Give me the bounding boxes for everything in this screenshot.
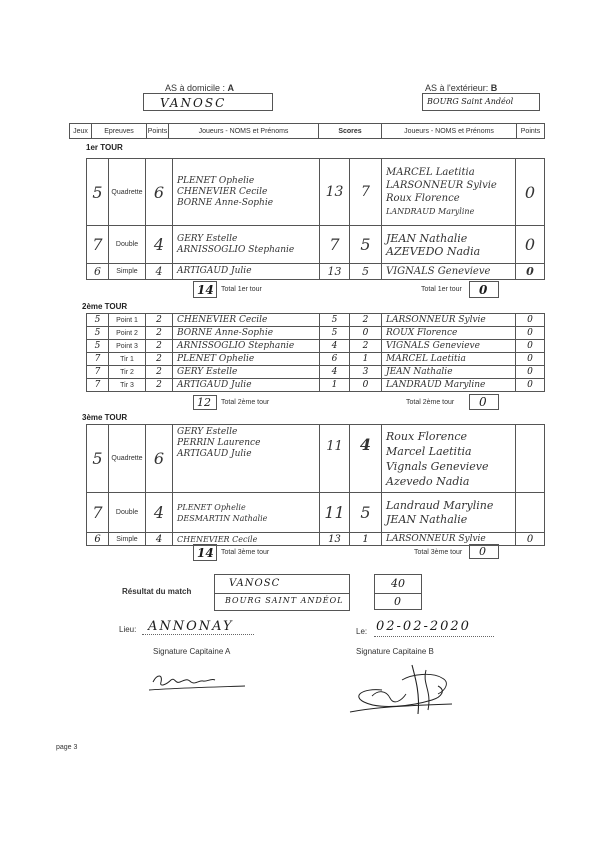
tour3-table bbox=[86, 424, 545, 546]
score-b-cell[interactable]: 5 bbox=[350, 493, 382, 533]
home-label: AS à domicile : A bbox=[165, 83, 235, 93]
lieu-value[interactable]: ANNONAY bbox=[148, 619, 234, 634]
epreuve-cell: Point 3 bbox=[109, 340, 146, 353]
players-b-cell[interactable]: VIGNALS Genevieve bbox=[382, 264, 516, 280]
points-a-cell[interactable]: 4 bbox=[146, 493, 173, 533]
score-b-cell[interactable]: 0 bbox=[350, 327, 382, 340]
players-b-cell[interactable]: Roux Florence Marcel Laetitia Vignals Genevieve Azevedo Nadia bbox=[382, 425, 516, 493]
score-b-cell[interactable]: 4 bbox=[350, 425, 382, 493]
result-scores-divider bbox=[375, 593, 421, 594]
score-b-cell[interactable]: 5 bbox=[350, 226, 382, 264]
points-b-cell[interactable]: 0 bbox=[516, 327, 545, 340]
tour2-total-b-box[interactable] bbox=[469, 394, 499, 410]
score-a-cell[interactable]: 4 bbox=[320, 340, 350, 353]
epreuve-cell: Quadrette bbox=[109, 159, 146, 226]
table-row bbox=[87, 340, 545, 353]
tour1-total-b-box[interactable] bbox=[469, 281, 499, 298]
tour1-total-b: 0 bbox=[479, 283, 488, 297]
points-a-cell[interactable]: 4 bbox=[146, 264, 173, 280]
players-a-cell[interactable]: GERY Estelle ARNISSOGLIO Stephanie bbox=[173, 226, 320, 264]
epreuve-cell: Tir 2 bbox=[109, 366, 146, 379]
points-b-cell[interactable]: 0 bbox=[516, 533, 545, 546]
score-a-cell[interactable]: 5 bbox=[320, 327, 350, 340]
points-b-cell[interactable]: 0 bbox=[516, 159, 545, 226]
tour1-total-a: 14 bbox=[197, 283, 214, 297]
points-b-cell[interactable]: 0 bbox=[516, 314, 545, 327]
points-a-cell[interactable]: 4 bbox=[146, 226, 173, 264]
result-teams-box[interactable] bbox=[214, 574, 350, 611]
score-b-cell[interactable]: 1 bbox=[350, 533, 382, 546]
jeux-cell[interactable]: 7 bbox=[87, 226, 109, 264]
result-team-a: VANOSC bbox=[229, 578, 281, 589]
col-joueurs-a: Joueurs - NOMS et Prénoms bbox=[169, 124, 319, 139]
table-row bbox=[87, 226, 545, 264]
tour2-total-a: 12 bbox=[197, 396, 211, 409]
epreuve-cell: Tir 3 bbox=[109, 379, 146, 392]
player-b-cell[interactable]: JEAN Nathalie bbox=[382, 366, 516, 379]
score-a-cell[interactable]: 11 bbox=[320, 493, 350, 533]
jeux-cell[interactable]: 6 bbox=[87, 533, 109, 546]
points-b-cell[interactable]: 0 bbox=[516, 366, 545, 379]
score-a-cell[interactable]: 4 bbox=[320, 366, 350, 379]
player-a-cell[interactable]: ARNISSOGLIO Stephanie bbox=[173, 340, 320, 353]
result-score-a: 40 bbox=[391, 577, 405, 590]
le-label: Le: bbox=[356, 627, 368, 636]
tour3-title: 3ème TOUR bbox=[82, 413, 128, 422]
score-a-cell[interactable]: 11 bbox=[320, 425, 350, 493]
players-b-cell[interactable]: Landraud Maryline JEAN Nathalie bbox=[382, 493, 516, 533]
tour3-total-b: 0 bbox=[479, 545, 486, 558]
table-row bbox=[87, 366, 545, 379]
player-b-cell[interactable]: MARCEL Laetitia bbox=[382, 353, 516, 366]
epreuve-cell: Double bbox=[109, 493, 146, 533]
tour1-total-b-label: Total 1er tour bbox=[421, 286, 462, 293]
away-team-name: BOURG Saint Andéol bbox=[427, 97, 514, 106]
points-a-cell[interactable]: 6 bbox=[146, 159, 173, 226]
col-jeux: Jeux bbox=[70, 124, 92, 139]
tour1-total-a-label: Total 1er tour bbox=[221, 286, 262, 293]
epreuve-cell: Tir 1 bbox=[109, 353, 146, 366]
away-label: AS à l'extérieur: B bbox=[425, 83, 498, 93]
result-team-b: BOURG SAINT ANDÉOL bbox=[225, 596, 344, 605]
points-a-cell[interactable]: 6 bbox=[146, 425, 173, 493]
tour2-total-a-box[interactable] bbox=[193, 395, 217, 410]
jeux-cell[interactable]: 7 bbox=[87, 366, 109, 379]
points-b-cell[interactable] bbox=[516, 493, 545, 533]
table-row bbox=[87, 327, 545, 340]
jeux-cell[interactable]: 7 bbox=[87, 353, 109, 366]
points-a-cell[interactable]: 2 bbox=[146, 314, 173, 327]
jeux-cell[interactable]: 7 bbox=[87, 493, 109, 533]
points-b-cell[interactable] bbox=[516, 425, 545, 493]
player-b-cell[interactable]: LANDRAUD Maryline bbox=[382, 379, 516, 392]
jeux-cell[interactable]: 5 bbox=[87, 425, 109, 493]
score-a-cell[interactable]: 1 bbox=[320, 379, 350, 392]
points-a-cell[interactable]: 2 bbox=[146, 353, 173, 366]
table-row bbox=[87, 425, 545, 493]
table-row bbox=[87, 379, 545, 392]
players-b-cell[interactable]: MARCEL Laetitia LARSONNEUR Sylvie Roux Florence LANDRAUD Maryline bbox=[382, 159, 516, 226]
points-b-cell[interactable]: 0 bbox=[516, 264, 545, 280]
player-a-cell[interactable]: CHENEVIER Cecile bbox=[173, 314, 320, 327]
signature-a-label: Signature Capitaine A bbox=[153, 647, 231, 656]
jeux-cell[interactable]: 5 bbox=[87, 314, 109, 327]
tour3-total-a-box[interactable] bbox=[193, 544, 217, 561]
score-a-cell[interactable]: 13 bbox=[320, 533, 350, 546]
column-header bbox=[69, 123, 545, 139]
col-epreuves: Epreuves bbox=[92, 124, 147, 139]
epreuve-cell: Point 1 bbox=[109, 314, 146, 327]
points-a-cell[interactable]: 2 bbox=[146, 366, 173, 379]
score-a-cell[interactable]: 5 bbox=[320, 314, 350, 327]
col-points-a: Points bbox=[147, 124, 169, 139]
tour1-table bbox=[86, 158, 545, 280]
table-row bbox=[87, 264, 545, 280]
players-a-cell[interactable]: ARTIGAUD Julie bbox=[173, 264, 320, 280]
tour3-total-b-box[interactable] bbox=[469, 544, 499, 559]
page-number: page 3 bbox=[56, 744, 78, 751]
result-score-b: 0 bbox=[394, 595, 401, 608]
players-a-cell[interactable]: GERY Estelle PERRIN Laurence ARTIGAUD Julie bbox=[173, 425, 320, 493]
epreuve-cell: Quadrette bbox=[109, 425, 146, 493]
player-a-cell[interactable]: BORNE Anne-Sophie bbox=[173, 327, 320, 340]
tour2-total-a-label: Total 2ème tour bbox=[221, 399, 270, 406]
epreuve-cell: Point 2 bbox=[109, 327, 146, 340]
player-b-cell[interactable]: VIGNALS Genevieve bbox=[382, 340, 516, 353]
col-points-b: Points bbox=[517, 124, 545, 139]
score-b-cell[interactable]: 7 bbox=[350, 159, 382, 226]
tour2-title: 2ème TOUR bbox=[82, 302, 128, 311]
points-b-cell[interactable]: 0 bbox=[516, 226, 545, 264]
players-a-cell[interactable]: PLENET Ophelie CHENEVIER Cecile BORNE Anne-Sophie bbox=[173, 159, 320, 226]
signature-a bbox=[145, 668, 255, 698]
signature-b bbox=[342, 660, 462, 720]
points-a-cell[interactable]: 2 bbox=[146, 340, 173, 353]
table-row bbox=[87, 493, 545, 533]
tour1-title: 1er TOUR bbox=[86, 143, 123, 152]
lieu-line bbox=[142, 634, 254, 635]
result-scores-box[interactable] bbox=[374, 574, 422, 610]
points-b-cell[interactable]: 0 bbox=[516, 353, 545, 366]
home-team-box[interactable] bbox=[143, 93, 273, 111]
result-teams-divider bbox=[215, 593, 349, 594]
score-b-cell[interactable]: 5 bbox=[350, 264, 382, 280]
result-label: Résultat du match bbox=[122, 587, 192, 596]
players-a-cell[interactable]: PLENET Ophelie DESMARTIN Nathalie bbox=[173, 493, 320, 533]
epreuve-cell: Simple bbox=[109, 264, 146, 280]
points-a-cell[interactable]: 2 bbox=[146, 379, 173, 392]
col-joueurs-b: Joueurs - NOMS et Prénoms bbox=[382, 124, 517, 139]
player-a-cell[interactable]: ARTIGAUD Julie bbox=[173, 379, 320, 392]
score-a-cell[interactable]: 6 bbox=[320, 353, 350, 366]
epreuve-cell: Double bbox=[109, 226, 146, 264]
jeux-cell[interactable]: 5 bbox=[87, 327, 109, 340]
points-a-cell[interactable]: 2 bbox=[146, 327, 173, 340]
jeux-cell[interactable]: 5 bbox=[87, 159, 109, 226]
score-a-cell[interactable]: 13 bbox=[320, 159, 350, 226]
player-b-cell[interactable]: ROUX Florence bbox=[382, 327, 516, 340]
col-scores: Scores bbox=[319, 124, 382, 139]
score-b-cell[interactable]: 3 bbox=[350, 366, 382, 379]
score-b-cell[interactable]: 0 bbox=[350, 379, 382, 392]
points-a-cell[interactable]: 4 bbox=[146, 533, 173, 546]
jeux-cell[interactable]: 7 bbox=[87, 379, 109, 392]
table-row bbox=[87, 159, 545, 226]
jeux-cell[interactable]: 5 bbox=[87, 340, 109, 353]
lieu-label: Lieu: bbox=[119, 625, 137, 634]
player-b-cell[interactable]: LARSONNEUR Sylvie bbox=[382, 314, 516, 327]
players-b-cell[interactable]: JEAN Nathalie AZEVEDO Nadia bbox=[382, 226, 516, 264]
score-b-cell[interactable]: 2 bbox=[350, 340, 382, 353]
player-a-cell[interactable]: PLENET Ophelie bbox=[173, 353, 320, 366]
player-a-cell[interactable]: GERY Estelle bbox=[173, 366, 320, 379]
table-row bbox=[87, 353, 545, 366]
table-row bbox=[87, 314, 545, 327]
tour3-total-b-label: Total 3ème tour bbox=[414, 549, 463, 556]
tour3-total-a: 14 bbox=[197, 546, 214, 560]
jeux-cell[interactable]: 6 bbox=[87, 264, 109, 280]
home-team-name: VANOSC bbox=[160, 96, 227, 110]
players-b-cell[interactable]: LARSONNEUR Sylvie bbox=[382, 533, 516, 546]
tour3-total-a-label: Total 3ème tour bbox=[221, 549, 270, 556]
date-line bbox=[374, 636, 494, 637]
signature-b-label: Signature Capitaine B bbox=[356, 647, 434, 656]
tour2-table bbox=[86, 313, 545, 392]
score-b-cell[interactable]: 1 bbox=[350, 353, 382, 366]
tour2-total-b-label: Total 2ème tour bbox=[406, 399, 455, 406]
points-b-cell[interactable]: 0 bbox=[516, 340, 545, 353]
players-a-cell[interactable]: CHENEVIER Cecile bbox=[173, 533, 320, 546]
tour2-total-b: 0 bbox=[479, 395, 487, 409]
score-a-cell[interactable]: 7 bbox=[320, 226, 350, 264]
points-b-cell[interactable]: 0 bbox=[516, 379, 545, 392]
epreuve-cell: Simple bbox=[109, 533, 146, 546]
date-value[interactable]: 02-02-2020 bbox=[376, 619, 471, 634]
tour1-total-a-box[interactable] bbox=[193, 281, 217, 298]
score-b-cell[interactable]: 2 bbox=[350, 314, 382, 327]
score-a-cell[interactable]: 13 bbox=[320, 264, 350, 280]
away-team-box[interactable] bbox=[422, 93, 540, 111]
